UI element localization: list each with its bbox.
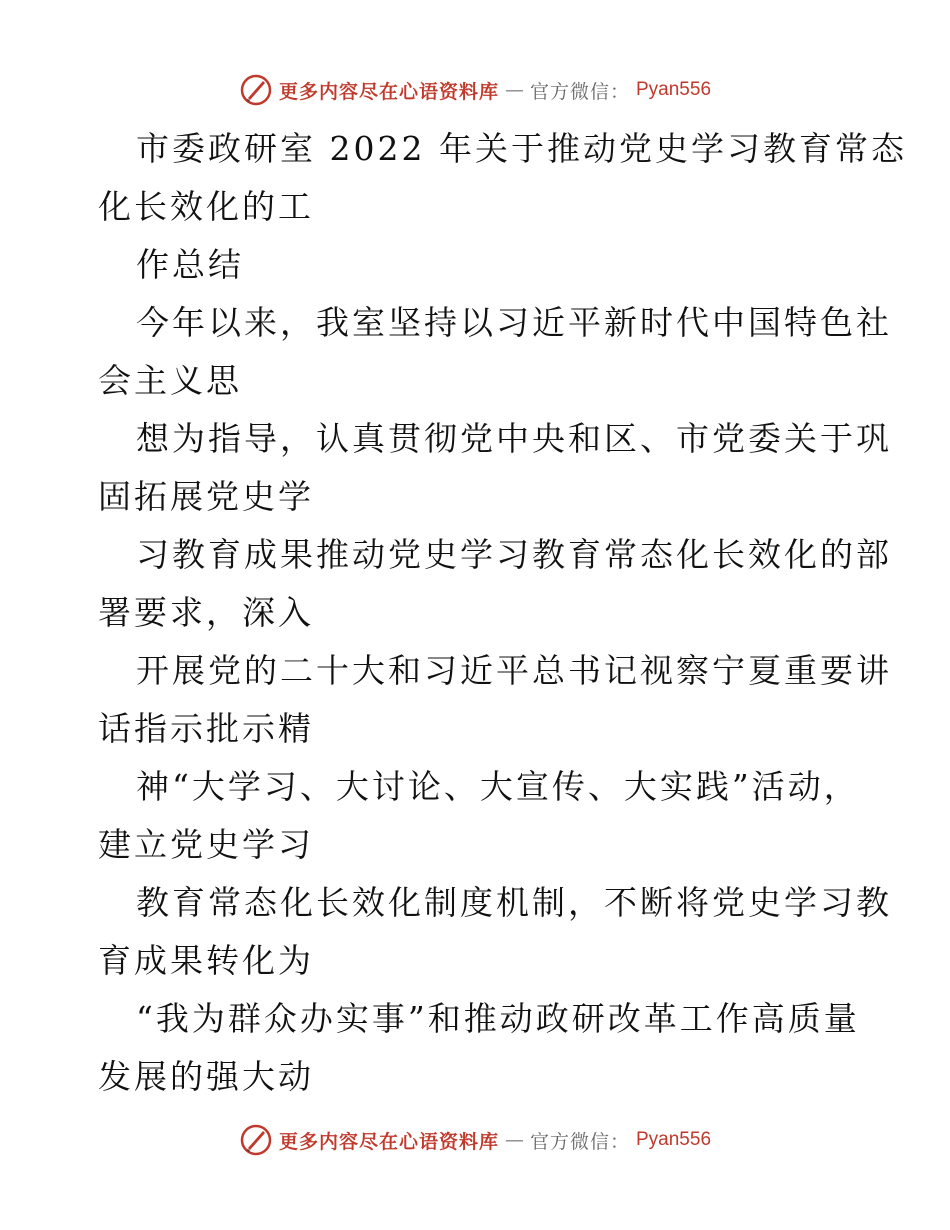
text-line: 教育常态化长效化制度机制，不断将党史学习教 xyxy=(136,883,892,922)
text-line: 开展党的二十大和习近平总书记视察宁夏重要讲 xyxy=(136,651,892,690)
text-line: 神“大学习、大讨论、大宣传、大实践”活动， xyxy=(136,767,860,806)
watermark-dash: — xyxy=(504,79,524,101)
watermark-wechat-label: 官方微信： xyxy=(529,1130,630,1153)
watermark-wechat-label: 官方微信： xyxy=(529,80,630,103)
watermark-brand: 更多内容尽在心语资料库 xyxy=(278,1130,499,1153)
text-line: 发展的强大动 xyxy=(98,1057,314,1096)
text-line: 固拓展党史学 xyxy=(98,477,314,516)
text-line: 署要求，深入 xyxy=(98,593,314,632)
quill-logo-icon xyxy=(239,1123,273,1157)
text-line: 育成果转化为 xyxy=(98,941,314,980)
document-body xyxy=(98,120,907,1106)
text-line: 市委政研室 2022 年关于推动党史学习教育常态 xyxy=(136,129,907,168)
text-line: 建立党史学习 xyxy=(98,825,314,864)
footer-watermark xyxy=(0,1120,950,1160)
header-watermark xyxy=(0,70,950,110)
text-line: 今年以来，我室坚持以习近平新时代中国特色社 xyxy=(136,303,892,342)
watermark-wechat-id: Pyan556 xyxy=(636,1129,712,1150)
watermark-wechat-id: Pyan556 xyxy=(636,79,712,100)
text-line: 会主义思 xyxy=(98,361,242,400)
text-line: 想为指导，认真贯彻党中央和区、市党委关于巩 xyxy=(136,419,892,458)
text-line: 化长效化的工 xyxy=(98,187,314,226)
quill-logo-icon xyxy=(239,73,273,107)
text-line: “我为群众办实事”和推动政研改革工作高质量 xyxy=(136,999,860,1038)
text-line: 作总结 xyxy=(136,245,244,284)
watermark-dash: — xyxy=(504,1129,524,1151)
watermark-brand: 更多内容尽在心语资料库 xyxy=(278,80,499,103)
text-line: 话指示批示精 xyxy=(98,709,314,748)
text-line: 习教育成果推动党史学习教育常态化长效化的部 xyxy=(136,535,892,574)
